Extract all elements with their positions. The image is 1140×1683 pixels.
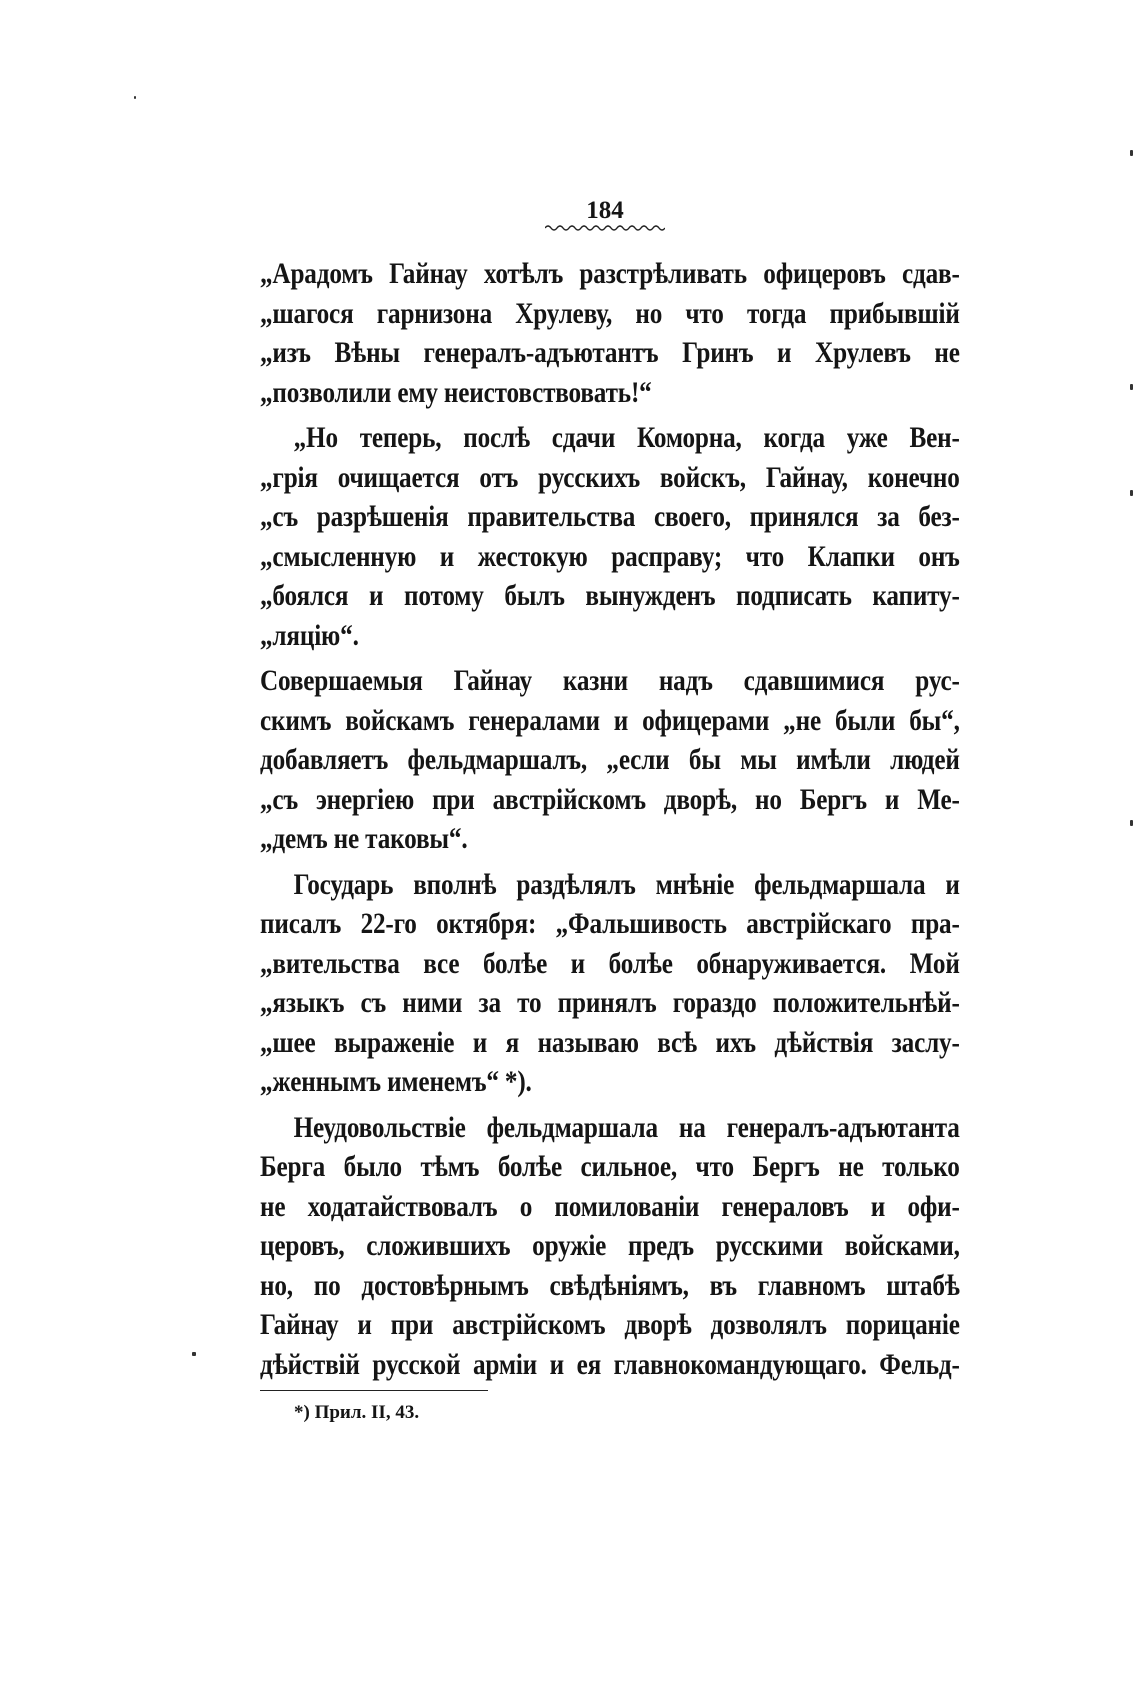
text-line: „грія очищается отъ русскихъ войскъ, Гайнау, конечно [260,460,960,494]
paragraph [260,418,960,655]
paragraph [260,661,960,859]
page-number-wavy-rule [545,224,665,232]
text-line: не ходатайствовалъ о помилованіи генераловъ и офи- [260,1189,960,1223]
text-line: „изъ Вѣны генералъ-адъютантъ Гринъ и Хрулевъ не [260,336,960,369]
scan-speck [134,96,136,99]
paragraph [260,865,960,1102]
text-line: „женнымъ именемъ“ *). [260,1065,532,1098]
text-line: „Но теперь, послѣ сдачи Коморна, когда уже Вен- [293,421,960,454]
paragraph [260,1108,960,1385]
text-line: добавляетъ фельдмаршалъ, „если бы мы имѣли людей [260,743,960,776]
scan-speck [192,1352,196,1356]
text-line: дѣйствій русской арміи и ея главнокомандующаго. Фельд- [260,1347,960,1381]
text-line: „позволили ему неистовствовать!“ [260,375,652,409]
text-line: „демъ не таковы“. [260,822,468,855]
paragraph [260,254,960,412]
text-line: „боялся и потому былъ вынужденъ подписать капиту- [260,579,960,612]
text-line: „съ энергіею при австрійскомъ дворѣ, но Бергъ и Ме- [260,782,960,816]
text-line: „съ разрѣшенія правительства своего, принялся за без- [260,500,960,533]
scan-speck [1130,490,1133,496]
text-line: но, по достовѣрнымъ свѣдѣніямъ, въ главномъ штабѣ [260,1268,960,1302]
text-line: „вительства все болѣе и болѣе обнаруживается. Мой [260,946,960,980]
text-line: Гайнау и при австрійскомъ дворѣ дозволялъ порицаніе [260,1308,960,1341]
text-line: „шее выраженіе и я называю всѣ ихъ дѣйствія заслу- [260,1025,960,1059]
text-line: „ляцію“. [260,618,359,652]
footnote: *) Прил. II, 43. [294,1402,420,1423]
text-line: скимъ войскамъ генералами и офицерами „не были бы“, [260,703,960,737]
footnote-rule [260,1390,488,1391]
text-line: „языкъ съ ними за то принялъ гораздо положительнѣй- [260,986,960,1019]
scan-speck [1130,384,1133,390]
page-number: 184 [586,197,624,224]
text-line: „смысленную и жестокую расправу; что Клапки онъ [260,539,960,573]
body-text [260,254,960,1384]
scan-speck [1130,150,1133,156]
text-line: писалъ 22-го октября: „Фальшивость австрійскаго пра- [260,907,960,940]
scan-speck [1130,820,1133,826]
text-line: Берга было тѣмъ болѣе сильное, что Бергъ не только [260,1150,960,1183]
text-line: Неудовольствіе фельдмаршала на генералъ-адъютанта [293,1110,960,1144]
text-line: Государь вполнѣ раздѣлялъ мнѣніе фельдмаршала и [293,867,960,901]
text-line: церовъ, сложившихъ оружіе предъ русскими войсками, [260,1229,960,1262]
text-line: „Арадомъ Гайнау хотѣлъ разстрѣливать офицеровъ сдав- [260,257,960,290]
text-line: „шагося гарнизона Хрулеву, но что тогда прибывшій [260,296,960,330]
text-line: Совершаемыя Гайнау казни надъ сдавшимися рус- [260,664,960,697]
